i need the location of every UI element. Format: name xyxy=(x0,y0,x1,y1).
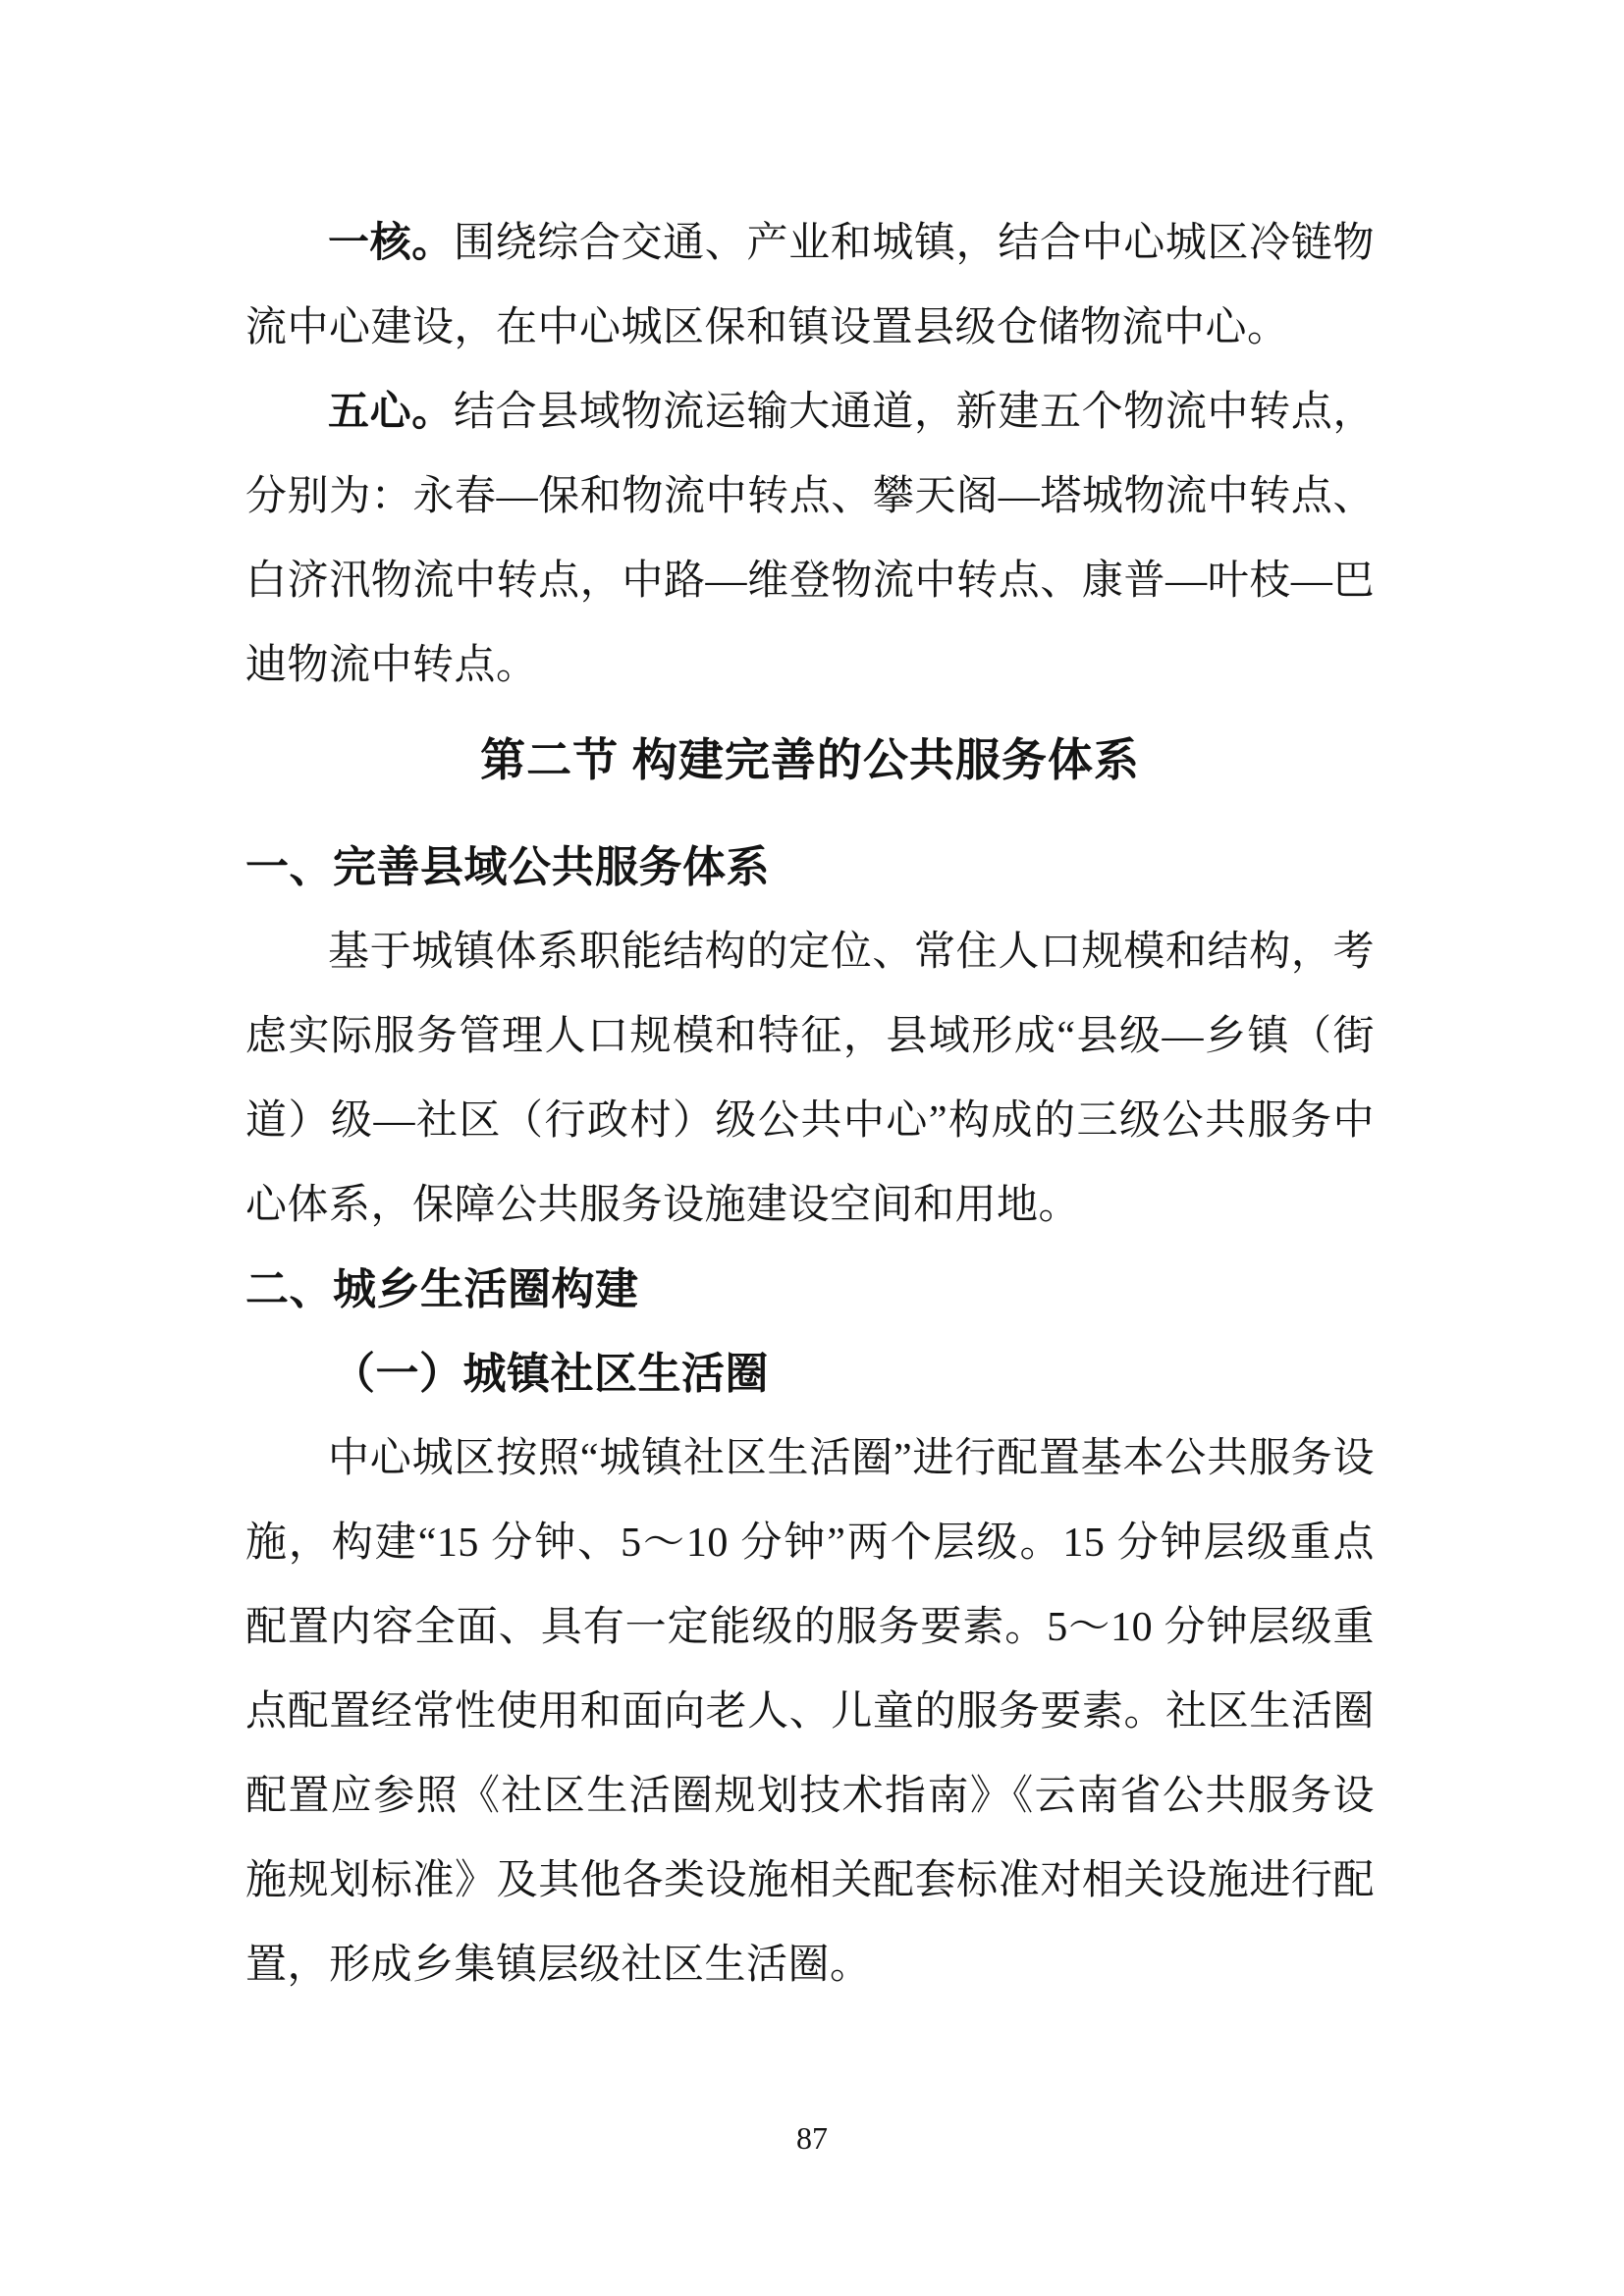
paragraph-five-hearts-text: 结合县域物流运输大通道，新建五个物流中转点，分别为：永春—保和物流中转点、攀天阁—塔城物流中转点、白济汛物流中转点，中路—维登物流中转点、康普—叶枝—巴迪物流中转点。 xyxy=(245,390,1375,688)
paragraph-public-service-system xyxy=(245,910,1375,1248)
page-content xyxy=(245,201,1375,2007)
paragraph-one-core-text: 围绕综合交通、产业和城镇，结合中心城区冷链物流中心建设，在中心城区保和镇设置县级仓储物流中心。 xyxy=(245,221,1375,350)
paragraph-one-core-lead: 一核。 xyxy=(328,221,454,266)
paragraph-one-core xyxy=(245,201,1375,370)
paragraph-five-hearts-lead: 五心。 xyxy=(328,390,454,435)
paragraph-five-hearts xyxy=(245,370,1375,708)
subheading-town-community-life-circle: （一）城镇社区生活圈 xyxy=(332,1350,769,1398)
paragraph-public-service-system-text: 基于城镇体系职能结构的定位、常住人口规模和结构，考虑实际服务管理人口规模和特征，县域形成“县级—乡镇（街道）级—社区（行政村）级公共中心”构成的三级公共服务中心体系，保障公共服务设施建设空间和用地。 xyxy=(245,930,1375,1228)
paragraph-life-circle-config-text: 中心城区按照“城镇社区生活圈”进行配置基本公共服务设施，构建“15 分钟、5～10 分钟”两个层级。15 分钟层级重点配置内容全面、具有一定能级的服务要素。5～10 分钟层级重点配置经常性使用和面向老人、儿童的服务要素。社区生活圈配置应参照《社区生活圈规划技术指南》《云南省公共服务设施规划标准》及其他各类设施相关配套标准对相关设施进行配置，形成乡集镇层级社区生活圈。 xyxy=(245,1436,1375,1988)
paragraph-life-circle-config xyxy=(245,1416,1375,2007)
page-number: 87 xyxy=(796,2120,828,2156)
subheading-life-circle: 二、城乡生活圈构建 xyxy=(245,1265,639,1313)
subheading-county-public-service: 一、完善县域公共服务体系 xyxy=(245,843,770,891)
section-heading: 第二节 构建完善的公共服务体系 xyxy=(480,734,1140,785)
